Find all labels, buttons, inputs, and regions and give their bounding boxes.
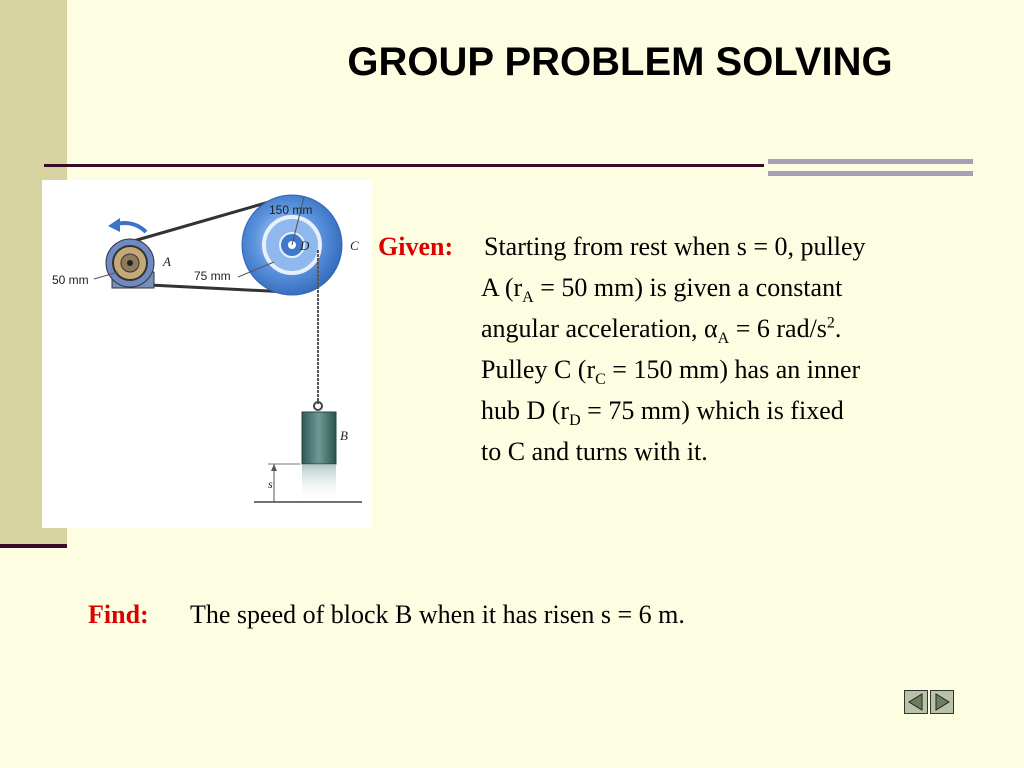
label-c: C xyxy=(350,238,359,253)
given-line-4: Pulley C ($r_C = 150$ mm) has an inner xyxy=(481,355,861,389)
given-line-3: angular acceleration, $\alpha_A = 6$ rad/$s^2$. xyxy=(481,314,842,348)
label-150mm: 150 mm xyxy=(269,203,313,217)
pulley-diagram xyxy=(42,180,372,528)
slide-title: GROUP PROBLEM SOLVING xyxy=(347,40,893,84)
triangle-right-icon xyxy=(931,691,953,713)
block-b-shadow xyxy=(302,464,336,502)
pulley-figure xyxy=(42,180,372,528)
label-s: s xyxy=(268,477,273,491)
next-slide-button[interactable] xyxy=(930,690,954,714)
given-line-6: to C and turns with it. xyxy=(481,437,708,466)
label-b: B xyxy=(340,428,348,443)
slide-nav xyxy=(904,690,956,716)
s-arrowhead xyxy=(271,464,277,471)
pulley-a-axle xyxy=(127,260,133,266)
accent-bar-top xyxy=(768,159,973,164)
title-rule-accent xyxy=(768,159,973,177)
rotation-arrowhead xyxy=(108,218,120,232)
accent-bar-bottom xyxy=(768,171,973,176)
triangle-left-icon xyxy=(905,691,927,713)
rotation-arrow xyxy=(116,223,146,232)
block-b xyxy=(302,412,336,464)
label-a: A xyxy=(163,254,171,269)
label-d: D xyxy=(300,238,310,253)
find-label: Find: xyxy=(88,600,149,629)
given-line-1: Starting from rest when s = 0, pulley xyxy=(484,232,866,261)
label-50mm: 50 mm xyxy=(52,273,89,287)
find-text: The speed of block B when it has risen s = 6 m. xyxy=(190,600,685,629)
title-rule xyxy=(44,164,764,167)
prev-slide-button[interactable] xyxy=(904,690,928,714)
given-line-5: hub D ($r_D = 75$ mm) which is fixed xyxy=(481,396,844,430)
given-label: Given: xyxy=(378,232,454,261)
label-75mm: 75 mm xyxy=(194,269,231,283)
given-line-2: A ($r_A = 50$ mm) is given a constant xyxy=(481,273,843,307)
left-band-rule xyxy=(0,544,67,548)
